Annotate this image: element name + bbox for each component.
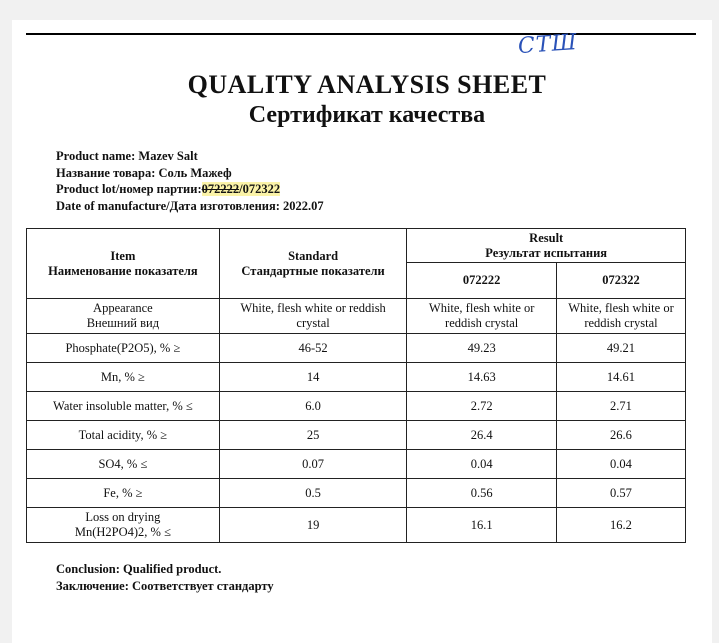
header-standard: Standard Стандартные показатели — [219, 229, 407, 299]
lot-separator: / — [239, 182, 243, 196]
item-cell: Phosphate(P2O5), % ≥ — [27, 334, 220, 363]
standard-cell: 0.5 — [219, 479, 407, 508]
result-cell: 14.61 — [556, 363, 685, 392]
table-row — [27, 450, 686, 479]
result-cell: 14.63 — [407, 363, 557, 392]
result-cell: 0.04 — [556, 450, 685, 479]
result-cell: 16.1 — [407, 508, 557, 543]
item-cell: Total acidity, % ≥ — [27, 421, 220, 450]
table-row — [27, 363, 686, 392]
standard-cell: White, flesh white or reddish crystal — [219, 299, 407, 334]
conclusion — [56, 561, 274, 595]
result-cell: White, flesh white or reddish crystal — [407, 299, 557, 334]
result-cell: 49.23 — [407, 334, 557, 363]
table-row — [27, 479, 686, 508]
title-english: QUALITY ANALYSIS SHEET — [187, 70, 547, 99]
analysis-table — [26, 228, 686, 543]
result-cell: 26.6 — [556, 421, 685, 450]
manufacture-date: Date of manufacture/Дата изготовления: 2022.07 — [56, 198, 324, 213]
conclusion-english: Conclusion: Qualified product. — [56, 562, 222, 576]
product-info — [56, 148, 324, 214]
result-cell: 49.21 — [556, 334, 685, 363]
result-cell: 26.4 — [407, 421, 557, 450]
table-row — [27, 392, 686, 421]
header-lot-1: 072222 — [407, 263, 557, 299]
header-item: Item Наименование показателя — [27, 229, 220, 299]
lot-highlight — [202, 182, 280, 196]
result-cell: 2.71 — [556, 392, 685, 421]
top-rule — [26, 33, 696, 35]
header-lot-2: 072322 — [556, 263, 685, 299]
standard-cell: 19 — [219, 508, 407, 543]
item-cell: Loss on drying Mn(H2PO4)2, % ≤ — [27, 508, 220, 543]
conclusion-russian: Заключение: Соответствует стандарту — [56, 579, 274, 593]
standard-cell: 46-52 — [219, 334, 407, 363]
standard-cell: 6.0 — [219, 392, 407, 421]
result-cell: 0.57 — [556, 479, 685, 508]
item-cell: Water insoluble matter, % ≤ — [27, 392, 220, 421]
product-name-ru: Название товара: Соль Мажеф — [56, 165, 232, 180]
title-russian: Сертификат качества — [248, 102, 486, 128]
product-lot — [56, 181, 324, 198]
table-row — [27, 334, 686, 363]
header-result: Result Результат испытания — [407, 229, 686, 263]
item-cell: Appearance Внешний вид — [27, 299, 220, 334]
item-cell: Mn, % ≥ — [27, 363, 220, 392]
lot-old: 072222 — [201, 182, 240, 196]
table-row — [27, 299, 686, 334]
lot-new: 072322 — [242, 182, 281, 196]
quality-sheet — [12, 20, 712, 643]
table-row — [27, 508, 686, 543]
product-name: Product name: Mazev Salt — [56, 149, 198, 163]
table-row — [27, 421, 686, 450]
standard-cell: 0.07 — [219, 450, 407, 479]
result-cell: White, flesh white or reddish crystal — [556, 299, 685, 334]
item-cell: Fe, % ≥ — [27, 479, 220, 508]
item-cell: SO4, % ≤ — [27, 450, 220, 479]
handwritten-mark: СТШ — [517, 29, 579, 60]
standard-cell: 25 — [219, 421, 407, 450]
standard-cell: 14 — [219, 363, 407, 392]
result-cell: 16.2 — [556, 508, 685, 543]
lot-prefix: Product lot/номер партии: — [56, 182, 202, 196]
result-cell: 0.04 — [407, 450, 557, 479]
result-cell: 0.56 — [407, 479, 557, 508]
result-cell: 2.72 — [407, 392, 557, 421]
